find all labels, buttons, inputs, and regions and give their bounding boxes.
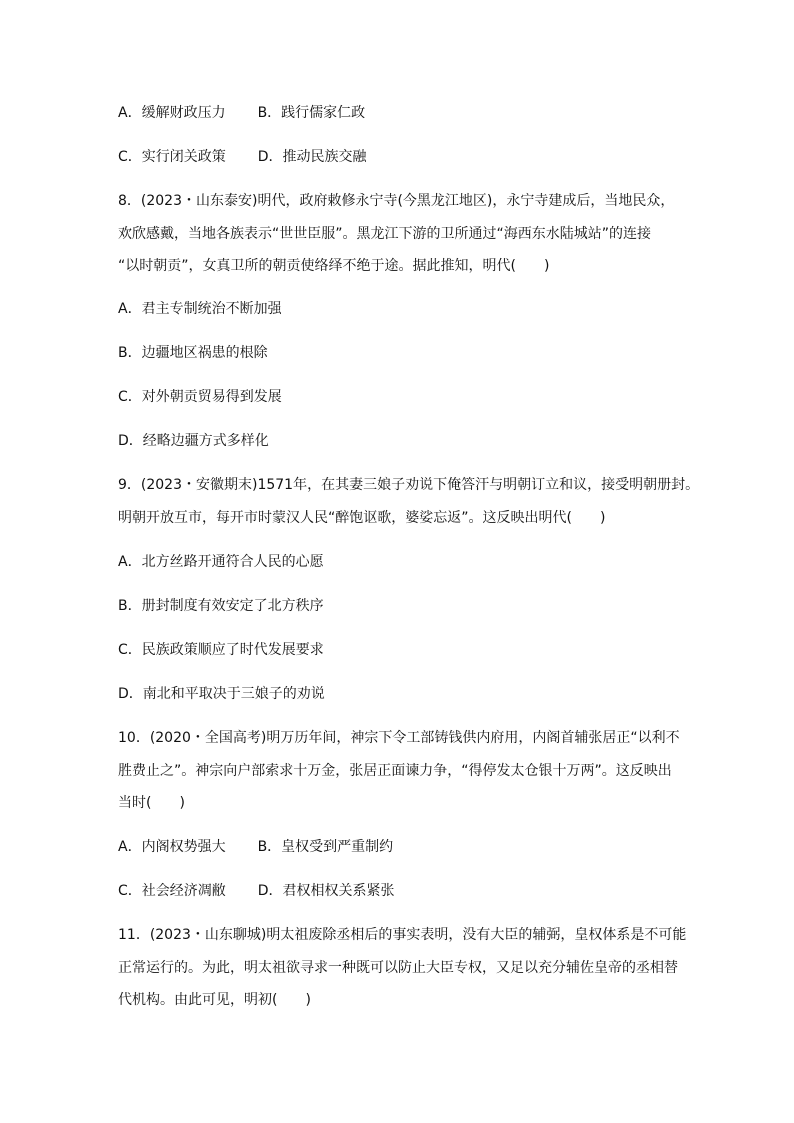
- q9-stem-line-2: 明朝开放互市，每开市时蒙汉人民“醉饱讴歌，婆娑忘返”。这反映出明代( ): [118, 510, 606, 526]
- q7-option-d: D．推动民族交融: [257, 149, 367, 165]
- q10-stem-line-2: 胜费止之”。神宗向户部索求十万金，张居正面谏力争，“得停发太仓银十万两”。这反映出: [118, 763, 672, 779]
- q7-option-c: C．实行闭关政策: [118, 149, 226, 165]
- q7-options-row-2: [118, 149, 678, 165]
- q10-options-row-2: [118, 883, 678, 899]
- q8-option-a: A．君主专制统治不断加强: [118, 301, 282, 317]
- q7-option-b: B．践行儒家仁政: [257, 105, 366, 121]
- q8-stem-line-2: 欢欣感戴，当地各族表示“世世臣服”。黑龙江下游的卫所通过“海西东水陆城站”的连接: [118, 226, 652, 242]
- q11-stem-line-3: 代机构。由此可见，明初( ): [118, 992, 311, 1008]
- q8-option-b: B．边疆地区祸患的根除: [118, 345, 268, 361]
- q11-stem-line-1: 11．(2023・山东聊城)明太祖废除丞相后的事实表明，没有大臣的辅弼，皇权体系是不可能: [118, 927, 687, 943]
- q11-stem-line-2: 正常运行的。为此，明太祖欲寻求一种既可以防止大臣专权，又足以充分辅佐皇帝的丞相替: [118, 960, 678, 976]
- q9-option-a: A．北方丝路开通符合人民的心愿: [118, 554, 324, 570]
- q9-stem-line-1: 9．(2023・安徽期末)1571年，在其妻三娘子劝说下俺答汗与明朝订立和议，接受明朝册封。: [118, 477, 700, 493]
- q8-stem-line-3: “以时朝贡”，女真卫所的朝贡使络绎不绝于途。据此推知，明代( ): [118, 258, 550, 274]
- q8-stem-line-1: 8．(2023・山东泰安)明代，政府敕修永宁寺(今黑龙江地区)，永宁寺建成后，当地民众，: [118, 193, 675, 209]
- q10-option-c: C．社会经济凋敝: [118, 883, 226, 899]
- q9-option-b: B．册封制度有效安定了北方秩序: [118, 598, 324, 614]
- q9-option-d: D．南北和平取决于三娘子的劝说: [118, 686, 325, 702]
- q10-option-d: D．君权相权关系紧张: [257, 883, 395, 899]
- q10-option-a: A．内阁权势强大: [118, 839, 226, 855]
- q7-option-a: A．缓解财政压力: [118, 105, 226, 121]
- q8-option-c: C．对外朝贡贸易得到发展: [118, 389, 282, 405]
- q10-options-row-1: [118, 839, 678, 855]
- q7-options-row-1: [118, 105, 678, 121]
- q8-option-d: D．经略边疆方式多样化: [118, 433, 269, 449]
- q10-option-b: B．皇权受到严重制约: [257, 839, 394, 855]
- q10-stem-line-3: 当时( ): [118, 795, 185, 811]
- q9-option-c: C．民族政策顺应了时代发展要求: [118, 642, 324, 658]
- q10-stem-line-1: 10．(2020・全国高考)明万历年间，神宗下令工部铸钱供内府用，内阁首辅张居正“以利不: [118, 730, 680, 746]
